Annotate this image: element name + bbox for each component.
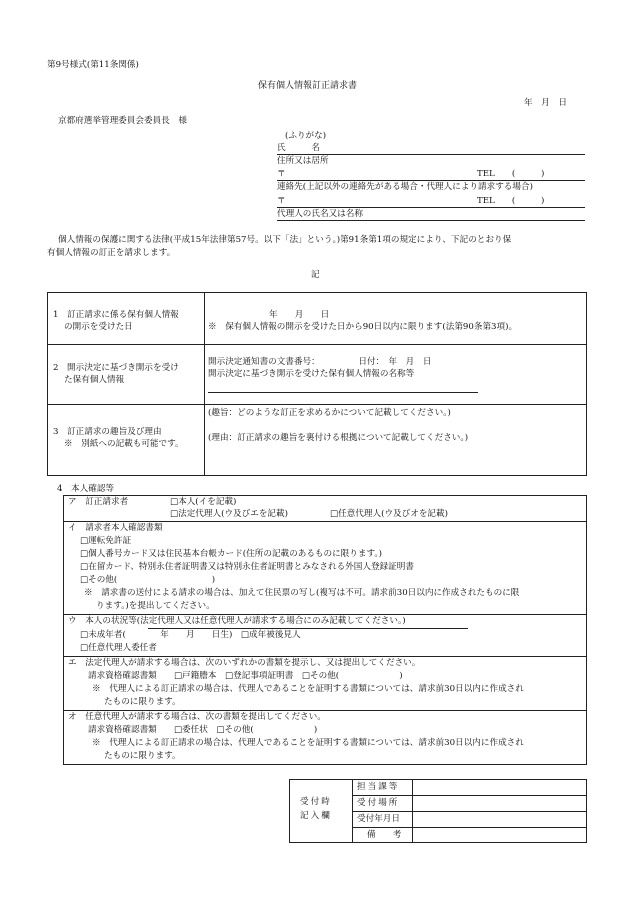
- tel2-label: TEL ( ): [477, 196, 545, 206]
- tel-label: TEL ( ): [477, 169, 545, 179]
- o-line: オ 任意代理人が請求する場合は、次の書類を提出してください。: [68, 712, 326, 722]
- a-option-self[interactable]: □本人(イを記載): [170, 497, 237, 507]
- reception-row-remarks: 備 考: [367, 830, 402, 840]
- form-number: 第9号様式(第11条関係): [47, 60, 139, 70]
- u-underline: [148, 628, 468, 629]
- ki-label: 記: [311, 270, 320, 280]
- reception-row-date: 受付年月日: [357, 814, 400, 824]
- u-option[interactable]: □未成年者( 年 月 日生) □成年被後見人: [80, 630, 301, 640]
- row1-date[interactable]: 年 月 日: [269, 310, 330, 320]
- reception-row-sep: [352, 811, 587, 812]
- row2-info-name: 開示決定に基づき開示を受けた保有個人情報の名称等: [208, 369, 415, 379]
- reception-row-place: 受付場所: [357, 798, 400, 808]
- i-line: イ 請求者本人確認書類: [68, 523, 163, 533]
- section-sep: [63, 614, 587, 615]
- i-option[interactable]: □個人番号カード又は住民基本台帳カード(住所の記載のあるものに限ります。): [80, 549, 383, 559]
- i-note: ※ 請求書の送付による請求の場合は、加えて住民票の写し(複写は不可。請求前30日以内に作成されたものに限: [84, 588, 520, 598]
- o-note: ※ 代理人による訂正請求の場合は、代理人であることを証明する書類については、請求前30日以内に作成され: [92, 738, 524, 748]
- row2-label-a: 2 開示決定に基づき開示を受け: [53, 363, 179, 373]
- e-line: エ 法定代理人が請求する場合は、次のいずれかの書類を提示し、又は提出してください。: [68, 658, 421, 668]
- section-sep: [63, 521, 587, 522]
- agent-field[interactable]: [277, 220, 585, 221]
- agent-label: 代理人の氏名又は名称: [277, 209, 363, 219]
- reception-label-2: 記入欄: [300, 811, 332, 821]
- intro-line-1: 個人情報の保護に関する法律(平成15年法律第57号。以下「法」という。)第91条第1項の規定により、下記のとおり保: [58, 235, 512, 245]
- address-field[interactable]: [277, 180, 585, 181]
- table-row-sep: [47, 344, 587, 345]
- date-line[interactable]: 年 月 日: [524, 98, 567, 108]
- intro-line-2: 有個人情報の訂正を請求します。: [47, 248, 176, 258]
- i-option[interactable]: □運転免許証: [80, 536, 132, 546]
- row3-reason[interactable]: (理由：訂正請求の趣旨を裏付ける根拠について記載してください。): [208, 433, 469, 443]
- u-line: ウ 本人の状況等(法定代理人又は任意代理人が請求する場合にのみ記載してください。): [68, 616, 406, 626]
- reception-row-sep: [352, 827, 587, 828]
- name-label: 氏 名: [277, 143, 320, 153]
- i-option[interactable]: □その他( ): [80, 575, 216, 585]
- document-title: 保有個人情報訂正請求書: [258, 81, 358, 91]
- reception-row-sep: [352, 795, 587, 796]
- i-note: ります。)を提出してください。: [96, 601, 215, 611]
- u-option[interactable]: □任意代理人委任者: [80, 643, 157, 653]
- row1-label-b: の開示を受けた日: [64, 322, 133, 332]
- addressee: 京都府選挙管理委員会委員長 様: [58, 116, 187, 126]
- postal-label: 〒: [277, 169, 286, 179]
- o-note: たものに限ります。: [104, 751, 181, 761]
- address-label: 住所又は居所: [277, 156, 329, 166]
- table-divider: [204, 292, 205, 476]
- row1-note: ※ 保有個人情報の開示を受けた日から90日以内に限ります(法第90条第3項)。: [208, 322, 518, 332]
- e-options[interactable]: 請求資格確認書類 □戸籍謄本 □登記事項証明書 □その他( ): [88, 671, 403, 681]
- furigana-label: (ふりがな): [285, 131, 327, 141]
- a-label: ア 訂正請求者: [68, 497, 129, 507]
- row2-info-field[interactable]: [208, 392, 478, 393]
- table-row-sep: [47, 404, 587, 405]
- row2-doc-number[interactable]: 開示決定通知書の文書番号： 日付： 年 月 日: [208, 357, 432, 367]
- row3-label-a: 3 訂正請求の趣旨及び理由: [53, 427, 162, 437]
- postal2-label: 〒: [277, 196, 286, 206]
- e-note: たものに限ります。: [104, 697, 181, 707]
- identity-heading: 4 本人確認等: [57, 484, 115, 494]
- row3-label-b: ※ 別紙への記載も可能です。: [64, 439, 184, 449]
- o-options[interactable]: 請求資格確認書類 □委任状 □その他( ): [88, 725, 318, 735]
- row2-label-b: た保有個人情報: [64, 375, 125, 385]
- a-option-voluntary[interactable]: □任意代理人(ウ及びオを記載): [330, 509, 448, 519]
- a-option-legal[interactable]: □法定代理人(ウ及びエを記載): [170, 509, 288, 519]
- e-note: ※ 代理人による訂正請求の場合は、代理人であることを証明する書類については、請求前30日以内に作成され: [92, 684, 524, 694]
- row3-purpose[interactable]: (趣旨：どのような訂正を求めるかについて記載してください。): [208, 408, 451, 418]
- reception-label-1: 受付時: [300, 797, 332, 807]
- contact-field[interactable]: [277, 207, 585, 208]
- name-field[interactable]: [277, 154, 585, 155]
- i-option[interactable]: □在留カード、特別永住者証明書又は特別永住者証明書とみなされる外国人登録証明書: [80, 562, 414, 572]
- section-sep: [63, 710, 587, 711]
- reception-row-dept: 担当課等: [357, 782, 400, 792]
- row1-label-a: 1 訂正請求に係る保有個人情報: [53, 310, 179, 320]
- section-sep: [63, 656, 587, 657]
- contact-label: 連絡先(上記以外の連絡先がある場合・代理人により請求する場合): [277, 182, 533, 192]
